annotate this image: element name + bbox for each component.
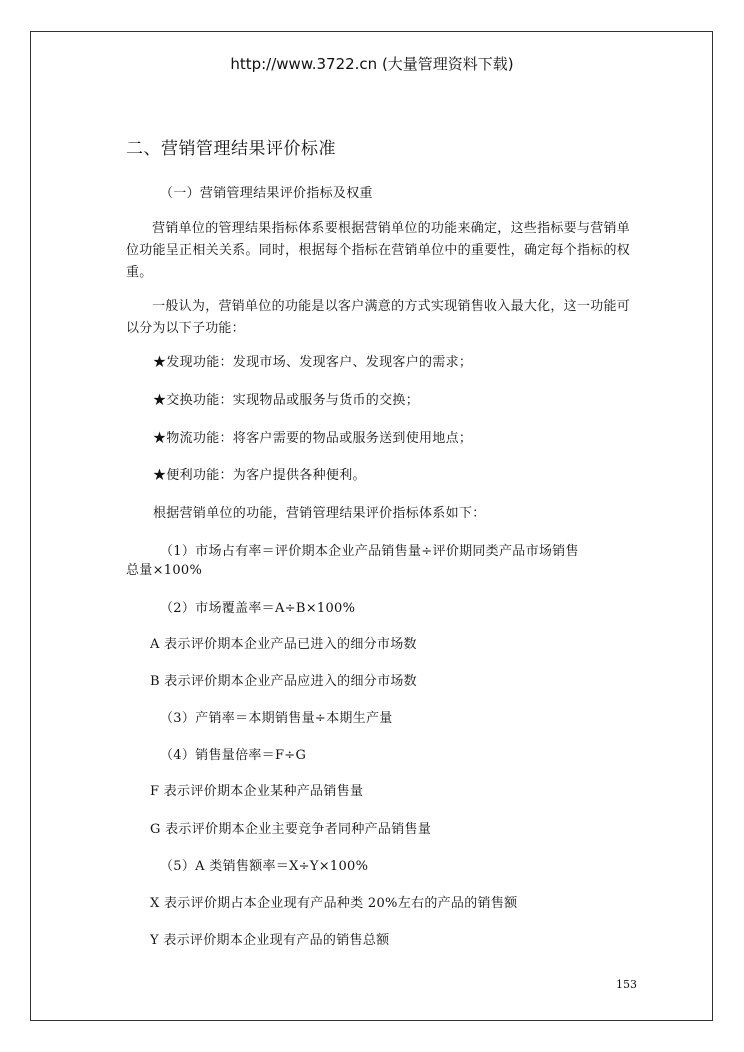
indicator-4: （4）销售量倍率＝F÷G [160, 748, 307, 763]
function-item-logistics: ★物流功能：将客户需要的物品或服务送到使用地点； [153, 431, 473, 446]
indicator-intro: 根据营销单位的功能，营销管理结果评价指标体系如下： [153, 506, 486, 521]
indicator-1-line-2: 总量×100% [126, 563, 203, 578]
paragraph-2-text: 一般认为，营销单位的功能是以客户满意的方式实现销售收入最大化，这一功能可以分为以下子功能： [126, 299, 630, 336]
paragraph-1-text: 营销单位的管理结果指标体系要根据营销单位的功能来确定，这些指标要与营销单位功能呈正相关关系。同时，根据每个指标在营销单位中的重要性，确定每个指标的权重。 [126, 221, 630, 280]
indicator-4-g-definition: G 表示评价期本企业主要竞争者同种产品销售量 [150, 822, 432, 837]
header-link[interactable]: http://www.3722.cn (大量管理资料下载) [230, 55, 514, 73]
paragraph-1 [126, 218, 630, 284]
indicator-4-f-definition: F 表示评价期本企业某种产品销售量 [150, 784, 364, 799]
page-border [30, 31, 713, 1021]
section-title: 二、营销管理结果评价标准 [126, 139, 336, 159]
indicator-1-line-1: （1）市场占有率＝评价期本企业产品销售量÷评价期同类产品市场销售 [160, 544, 579, 559]
page-number: 153 [616, 978, 637, 991]
indicator-5-x-definition: X 表示评价期占本企业现有产品种类 20%左右的产品的销售额 [150, 896, 518, 911]
indicator-2-b-definition: B 表示评价期本企业产品应进入的细分市场数 [150, 674, 417, 689]
indicator-5-y-definition: Y 表示评价期本企业现有产品的销售总额 [150, 933, 390, 948]
function-item-exchange: ★交换功能：实现物品或服务与货币的交换； [153, 393, 420, 408]
paragraph-2 [126, 296, 630, 340]
indicator-2: （2）市场覆盖率＝A÷B×100% [160, 601, 356, 616]
indicator-2-a-definition: A 表示评价期本企业产品已进入的细分市场数 [150, 637, 417, 652]
function-item-convenience: ★便利功能：为客户提供各种便利。 [153, 468, 366, 483]
subsection-title: （一）营销管理结果评价指标及权重 [160, 186, 373, 201]
indicator-5: （5）A 类销售额率＝X÷Y×100% [160, 859, 369, 874]
function-item-discovery: ★发现功能：发现市场、发现客户、发现客户的需求； [153, 355, 473, 370]
indicator-3: （3）产销率＝本期销售量÷本期生产量 [160, 711, 393, 726]
